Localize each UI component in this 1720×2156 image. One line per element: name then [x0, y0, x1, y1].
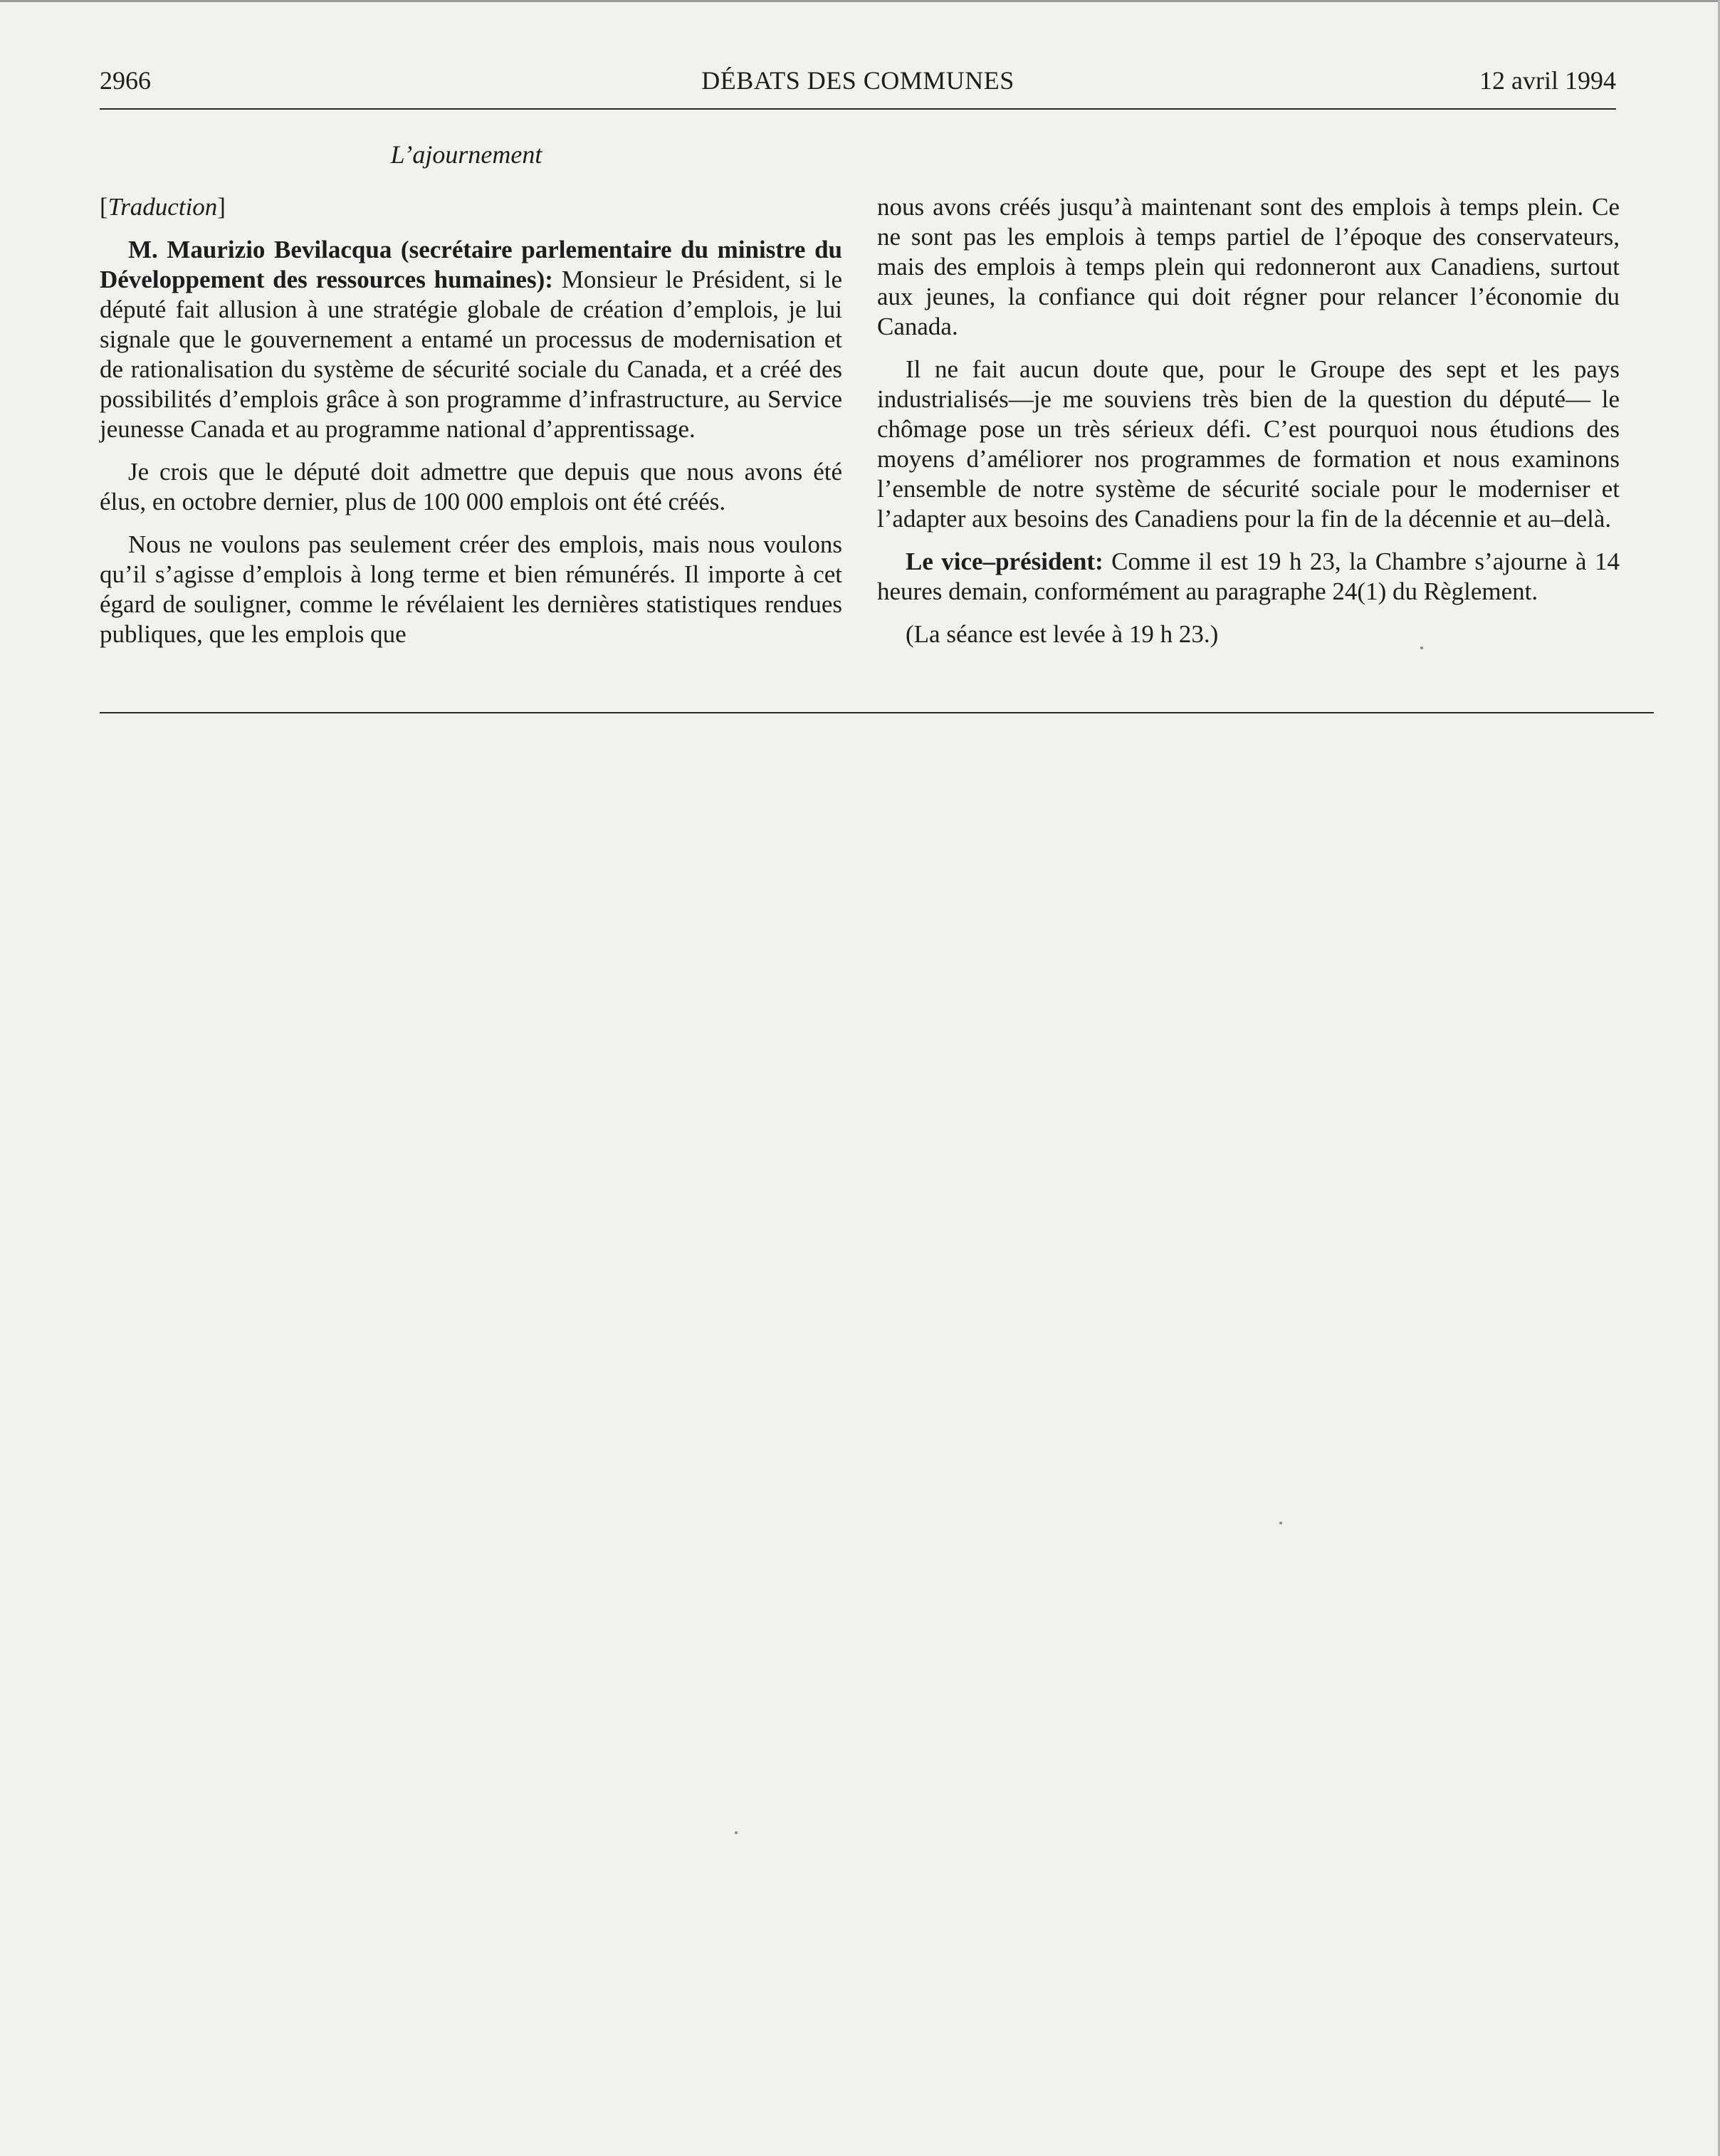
speech-text: Comme il est 19 h 23, la Chambre s’ajourne à 14 heures demain, conformément au paragraphe 24(1) du Règlement. [877, 548, 1620, 605]
translation-tag: [Traduction] [100, 193, 226, 221]
speaker-name: M. Maurizio Bevilacqua (secrétaire parlementaire du ministre du Développement des ressources humaines): [100, 236, 842, 293]
publication-date: 12 avril 1994 [1479, 66, 1616, 95]
paragraph: Il ne fait aucun doute que, pour le Groupe des sept et les pays industrialisés—je me souviens très bien de la question du député— le chômage pose un très sérieux défi. C’est pourquoi nous étudions des moyens d’améliorer nos programmes de formation et nous examinons l’ensemble de notre système de sécurité sociale pour le moderniser et l’adapter aux besoins des Canadiens pour la fin de la décennie et au–delà. [877, 355, 1620, 533]
speech-paragraph [100, 235, 842, 444]
scan-edge-top [0, 0, 1720, 2]
speech-text: Monsieur le Président, si le député fait allusion à une stratégie globale de création d’emplois, je lui signale que le gouvernement a entamé un processus de modernisation et de rationalisation du système de sécurité sociale du Canada, et a créé des possibilités d’emplois grâce à son programme d’infrastructure, au Service jeunesse Canada et au programme national d’apprentissage. [100, 266, 842, 443]
scan-speck [1420, 647, 1423, 649]
closing-note: (La séance est levée à 19 h 23.) [906, 620, 1219, 648]
paragraph: Nous ne voulons pas seulement créer des emplois, mais nous voulons qu’il s’agisse d’emplois à long terme et bien rémunérés. Il importe à cet égard de souligner, comme le révélaient les dernières statistiques rendues publiques, que les emplois que [100, 530, 842, 648]
translation-tag-text: Traduction [108, 193, 218, 221]
speaker-name: Le vice–président: [906, 548, 1103, 575]
header-rule [100, 108, 1616, 110]
paragraph: Je crois que le député doit admettre que depuis que nous avons été élus, en octobre dernier, plus de 100 000 emplois ont été créés. [100, 458, 842, 516]
scan-speck [735, 1831, 738, 1834]
right-column [877, 192, 1620, 662]
left-column [100, 192, 842, 662]
footer-rule [100, 712, 1654, 713]
section-heading: L’ajournement [390, 140, 542, 169]
speech-paragraph [877, 547, 1620, 607]
page-header [100, 66, 1616, 108]
continued-paragraph: nous avons créés jusqu’à maintenant sont des emplois à temps plein. Ce ne sont pas les emplois à temps partiel de l’époque des conservateurs, mais des emplois à temps plein qui redonneront aux Canadiens, surtout aux jeunes, la confiance qui doit régner pour relancer l’économie du Canada. [877, 193, 1620, 340]
page-number: 2966 [100, 66, 151, 95]
scan-speck [1279, 1522, 1282, 1524]
publication-title: DÉBATS DES COMMUNES [701, 66, 1014, 95]
